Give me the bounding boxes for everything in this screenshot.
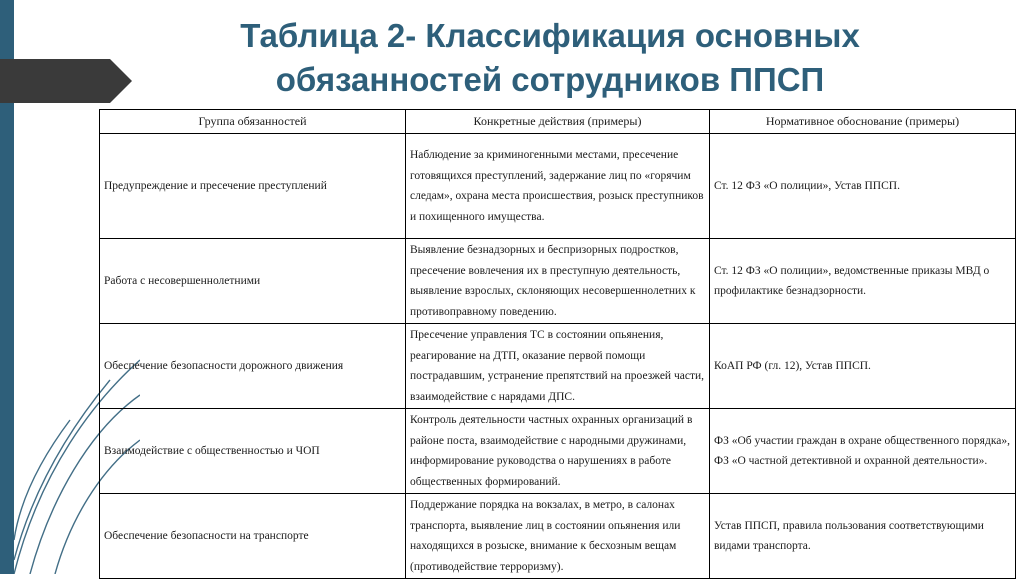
duties-table [99,109,1016,579]
cell-basis: Ст. 12 ФЗ «О полиции», Устав ППСП. [710,134,1016,239]
slide-title-line-2: обязанностей сотрудников ППСП [275,61,825,98]
header-actions: Конкретные действия (примеры) [406,110,710,134]
cell-group: Предупреждение и пресечение преступлений [100,134,406,239]
table-row [100,239,1016,324]
cell-basis: ФЗ «Об участии граждан в охране общественного порядка», ФЗ «О частной детективной и охранной деятельности». [710,409,1016,494]
cell-actions: Наблюдение за криминогенными местами, пресечение готовящихся преступлений, задержание лиц по «горячим следам», охрана места происшествия, розыск преступников и похищенного имущества. [406,134,710,239]
table-row [100,494,1016,579]
table-row [100,134,1016,239]
header-group: Группа обязанностей [100,110,406,134]
cell-group: Взаимодействие с общественностью и ЧОП [100,409,406,494]
cell-actions: Выявление безнадзорных и беспризорных подростков, пресечение вовлечения их в преступную деятельность, выявление взрослых, склоняющих несовершеннолетних к противоправному поведению. [406,239,710,324]
cell-actions: Контроль деятельности частных охранных организаций в районе поста, взаимодействие с народными дружинами, информирование руководства о нарушениях в работе общественных формирований. [406,409,710,494]
cell-basis: Ст. 12 ФЗ «О полиции», ведомственные приказы МВД о профилактике безнадзорности. [710,239,1016,324]
cell-actions: Поддержание порядка на вокзалах, в метро, в салонах транспорта, выявление лиц в состоянии опьянения или находящихся в розыске, внимание к бесхозным вещам (противодействие терроризму). [406,494,710,579]
slide-title [150,14,950,102]
cell-basis: Устав ППСП, правила пользования соответствующими видами транспорта. [710,494,1016,579]
table-header-row [100,110,1016,134]
cell-group: Обеспечение безопасности на транспорте [100,494,406,579]
cell-group: Работа с несовершеннолетними [100,239,406,324]
table-row [100,324,1016,409]
cell-group: Обеспечение безопасности дорожного движения [100,324,406,409]
slide-title-line-1: Таблица 2- Классификация основных [240,17,860,54]
cell-basis: КоАП РФ (гл. 12), Устав ППСП. [710,324,1016,409]
title-arrow-marker [0,59,132,103]
cell-actions: Пресечение управления ТС в состоянии опьянения, реагирование на ДТП, оказание первой помощи пострадавшим, устранение препятствий на проезжей части, взаимодействие с нарядами ДПС. [406,324,710,409]
header-basis: Нормативное обоснование (примеры) [710,110,1016,134]
table-row [100,409,1016,494]
